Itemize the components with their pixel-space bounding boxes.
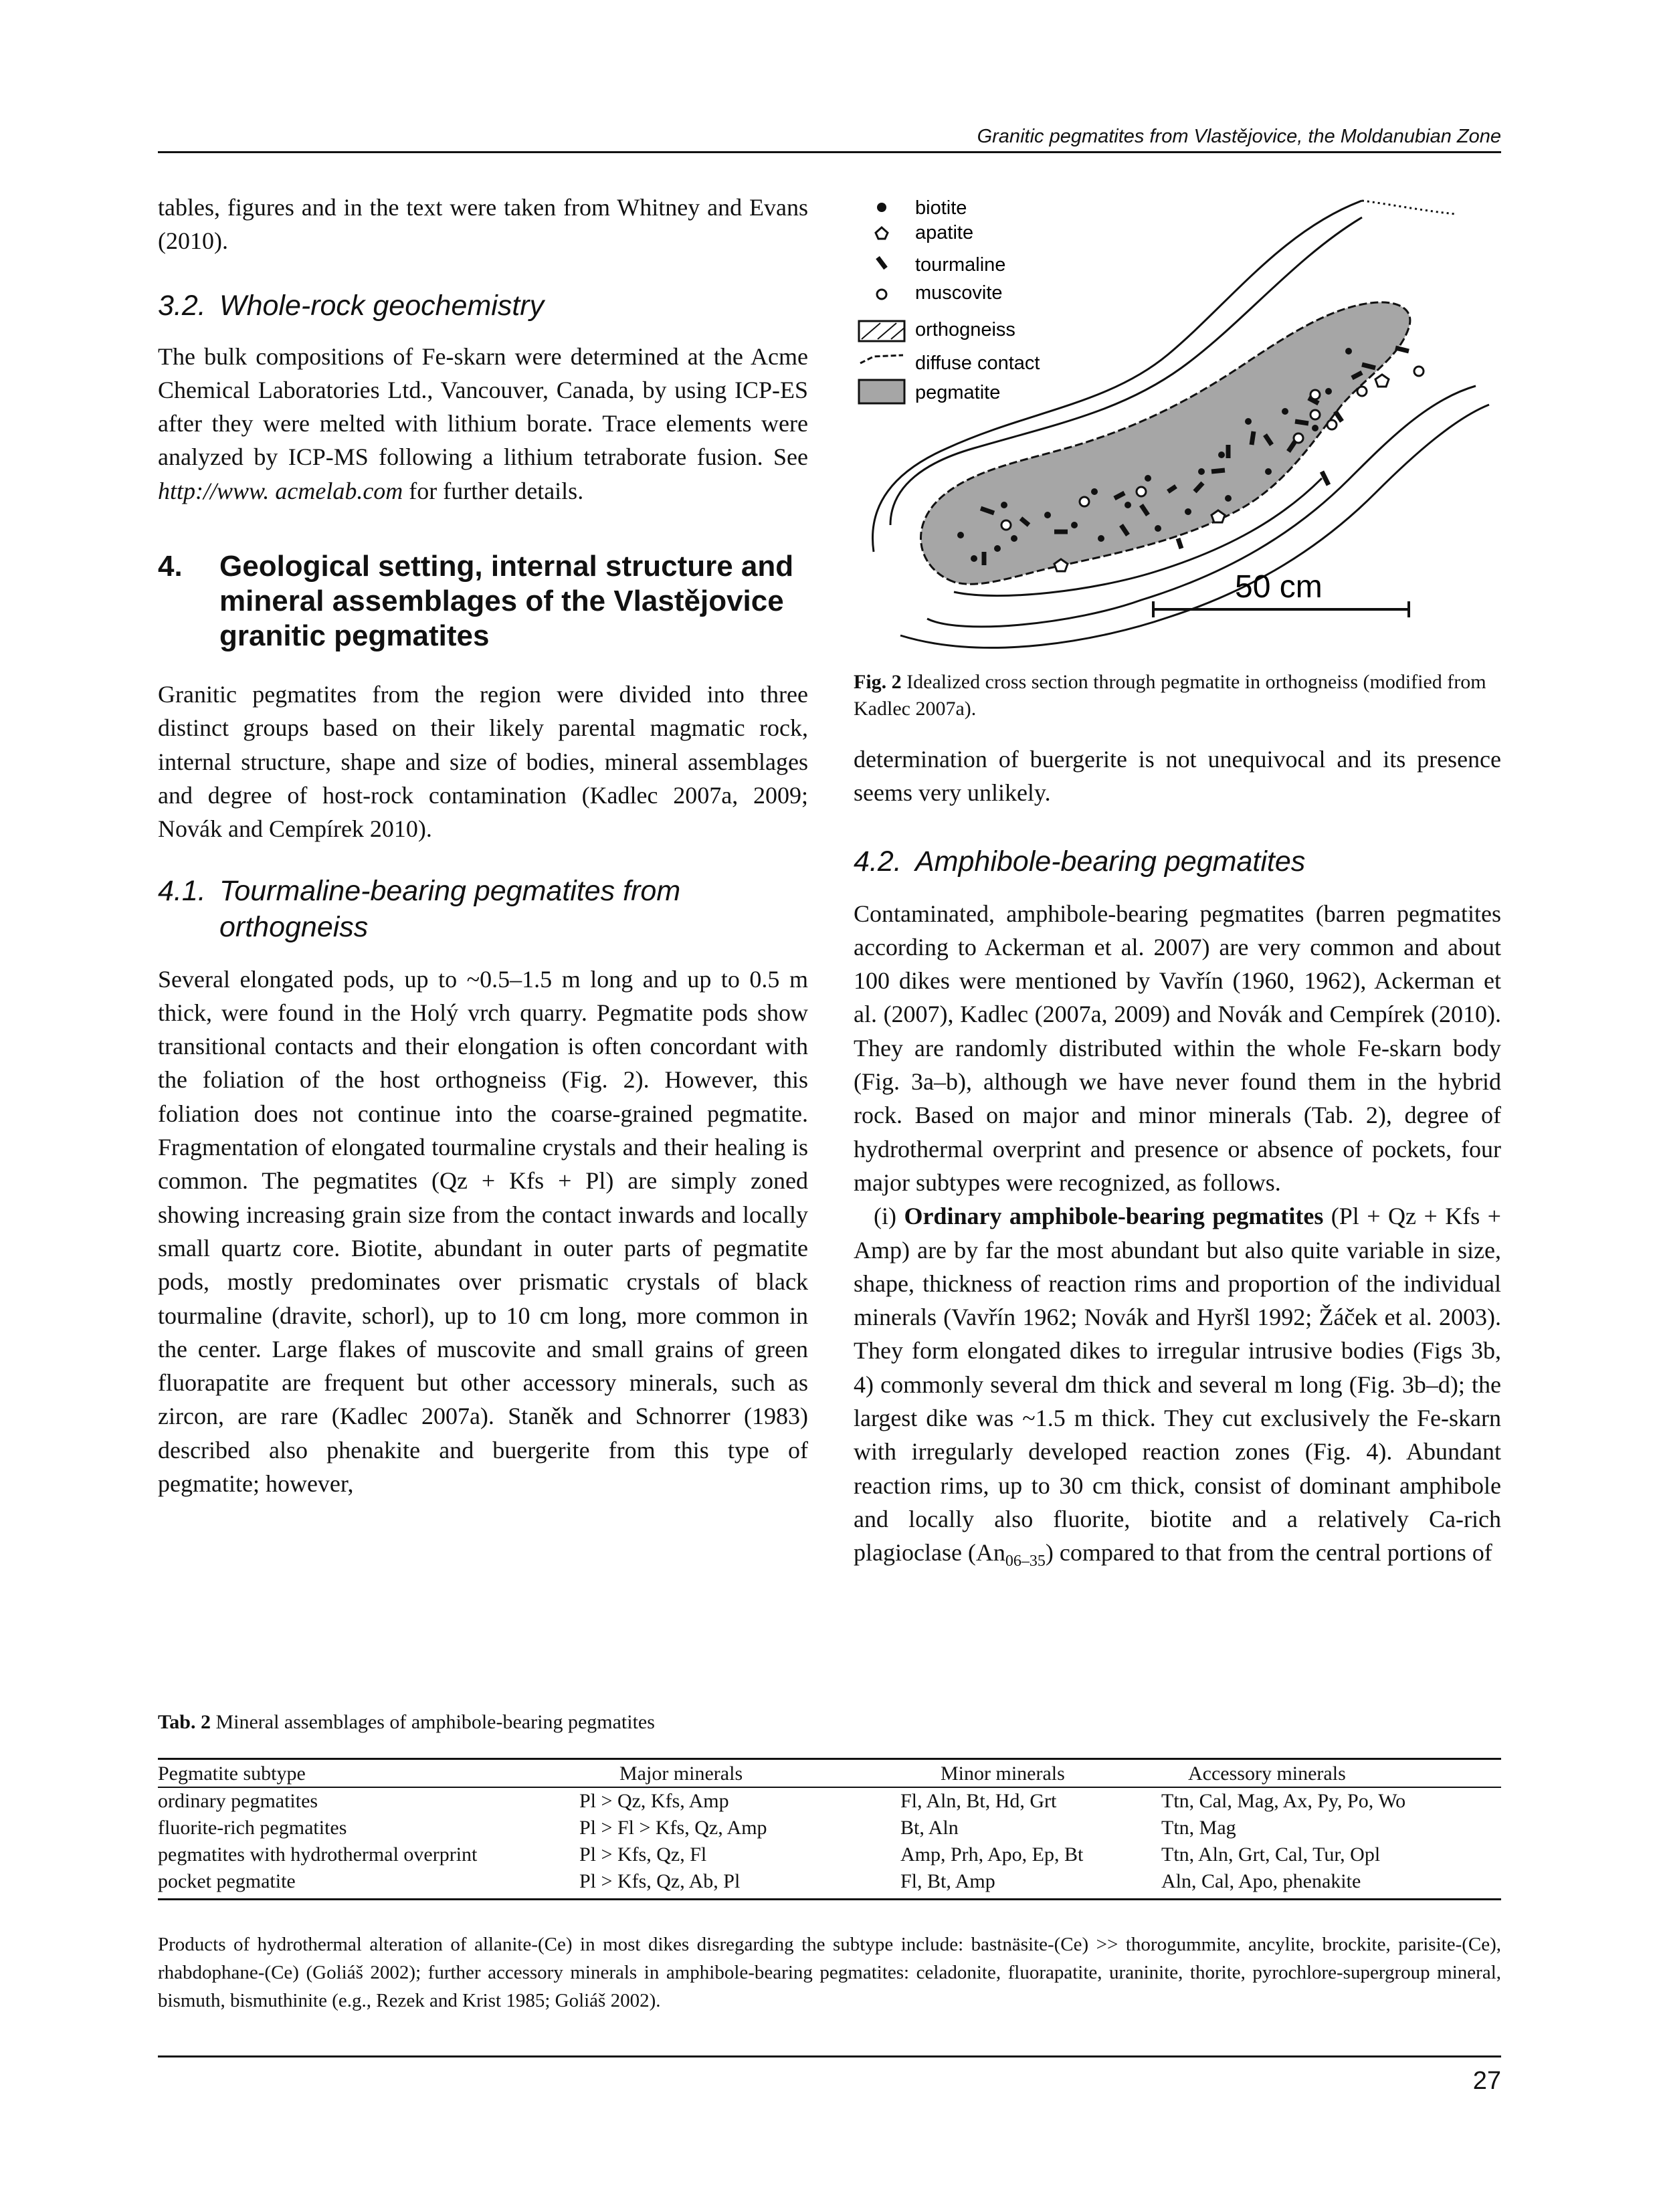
column-header: Accessory minerals — [1161, 1759, 1501, 1788]
subscript: 06–35 — [1005, 1552, 1046, 1571]
table-cell: Ttn, Cal, Mag, Ax, Py, Po, Wo — [1161, 1790, 1406, 1812]
muscovite-legend-symbol — [877, 290, 886, 299]
apatite-legend-symbol — [876, 227, 888, 239]
legend-label-apatite: apatite — [915, 222, 974, 243]
section-number: 4.1. — [158, 874, 206, 907]
section-heading-4-1 — [158, 873, 808, 945]
table-row — [158, 1787, 1501, 1815]
section-heading-4-2 — [854, 843, 1501, 880]
table-cell: Pl > Qz, Kfs, Amp — [579, 1790, 729, 1812]
acmelab-link[interactable]: http://www. acmelab.com — [158, 477, 403, 504]
table-label: Tab. 2 — [158, 1711, 211, 1733]
section-title: Geological setting, internal structure and mineral assemblages of the Vlastějovice granitic pegmatites — [219, 550, 794, 653]
paragraph-text: (Pl + Qz + Kfs + Amp) are by far the most abundant but also quite variable in size, shape, thickness of reaction rims and proportion of the individual minerals (Vavřín 1962; Novák and Hyršl 1992; Žáček et al. 2003). They form elongated dikes to irregular intrusive bodies (Figs 3b, 4) commonly several dm thick and several m long (Fig. 3b–d); the largest dike was ~1.5 m thick. They cut exclusively the Fe-skarn with irregularly developed reaction zones (Fig. 4). Abundant reaction rims, up to 30 cm thick, consist of dominant amphibole and locally also fluorite, biotite and a relatively Ca-rich plagioclase (An — [854, 1203, 1501, 1567]
table-row — [158, 1841, 1501, 1868]
legend-label-orthogneiss: orthogneiss — [915, 319, 1015, 340]
legend-label-muscovite: muscovite — [915, 282, 1003, 304]
mineral-assemblages-table — [158, 1758, 1501, 1900]
table-cell: pegmatites with hydrothermal overprint — [158, 1843, 478, 1866]
section-heading-4 — [158, 549, 808, 653]
table-caption-text: Mineral assemblages of amphibole-bearing pegmatites — [210, 1711, 655, 1733]
figure-legend — [859, 197, 1040, 403]
legend-label-biotite: biotite — [915, 197, 967, 219]
table-footnote: Products of hydrothermal alteration of allanite-(Ce) in most dikes disregarding the subtype include: bastnäsite-(Ce) >> thorogummite, ancylite, brockite, parisite-(Ce), rhabdophane-(Ce) (Goliáš 2002); further accessory minerals in amphibole-bearing pegmatites: celadonite, fluorapatite, uraninite, thorite, pyrochlore-supergroup mineral, bismuth, bismuthinite (e.g., Rezek and Krist 1985; Goliáš 2002). — [158, 1934, 1501, 2011]
diffuse-contact-legend-symbol — [860, 355, 903, 363]
paragraph-tourmaline-pegmatites: Several elongated pods, up to ~0.5–1.5 m long and up to 0.5 m thick, were found in the Holý vrch quarry. Pegmatite pods show transitional contacts and their elongation is often concordant with the foliation of the host orthogneiss (Fig. 2). However, this foliation does not continue into the coarse-grained pegmatite. Fragmentation of elongated tourmaline crystals and their healing is common. The pegmatites (Qz + Kfs + Pl) are simply zoned showing increasing grain size from the contact inwards and locally small quartz core. Biotite, abundant in outer parts of pegmatite pods, mostly predominates over prismatic crystals of black tourmaline (dravite, schorl), up to 10 cm long, more common in the center. Large flakes of muscovite and small grains of green fluorapatite are frequent but other accessory minerals, such as zircon, are rare (Kadlec 2007a). Staněk and Schnorrer (1983) described also phenakite and buergerite from this type of pegmatite; however, — [158, 965, 808, 1498]
figure-label: Fig. 2 — [854, 671, 902, 693]
table-cell: Ttn, Aln, Grt, Cal, Tur, Opl — [1161, 1843, 1381, 1866]
table-cell: Pl > Kfs, Qz, Fl — [579, 1843, 707, 1866]
section-number: 4.2. — [854, 845, 902, 878]
paragraph-amphibole-pegmatites: Contaminated, amphibole-bearing pegmatites (barren pegmatites according to Ackerman et al. 2007) are very common and about 100 dikes were mentioned by Vavřín (1960, 1962), Ackerman et al. (2007), Kadlec (2007a, 2009) and Novák and Cempírek (2010). They are randomly distributed within the whole Fe-skarn body (Fig. 3a–b), although we have never found them in the hybrid rock. Based on major and minor minerals (Tab. 2), degree of hydrothermal overprint and presence or absence of pockets, four major subtypes were recognized, as follows. — [854, 900, 1501, 1196]
tourmaline-legend-symbol — [878, 258, 886, 268]
paragraph-pegmatite-groups: Granitic pegmatites from the region were divided into three distinct groups based on their likely parental magmatic rock, internal structure, shape and size of bodies, mineral assemblages and degree of host-rock contamination (Kadlec 2007a, 2009; Novák and Cempírek 2010). — [158, 681, 808, 843]
section-title: Amphibole-bearing pegmatites — [915, 845, 1306, 878]
pegmatite-legend-swatch — [859, 380, 904, 403]
paragraph-text: for further details. — [403, 477, 584, 504]
table-caption — [158, 1711, 655, 1734]
paragraph-buergerite: determination of buergerite is not unequivocal and its presence seems very unlikely. — [854, 746, 1501, 807]
section-number: 4. — [158, 550, 183, 583]
biotite-legend-symbol — [877, 203, 886, 212]
paragraph-intro-continued: tables, figures and in the text were taken from Whitney and Evans (2010). — [158, 194, 808, 255]
table-header-row — [158, 1759, 1501, 1788]
figure-caption-text: Idealized cross section through pegmatite in orthogneiss (modified from Kadlec 2007a). — [854, 671, 1486, 720]
footer-rule — [158, 2055, 1501, 2057]
paragraph-text: ) compared to that from the central portions of — [1045, 1539, 1492, 1567]
orthogneiss-legend-swatch — [859, 321, 904, 341]
table-cell: Aln, Cal, Apo, phenakite — [1161, 1868, 1501, 1900]
scale-bar — [1153, 569, 1409, 617]
table-cell: Amp, Prh, Apo, Ep, Bt — [900, 1843, 1084, 1866]
legend-label-pegmatite: pegmatite — [915, 382, 1001, 403]
paragraph-text: The bulk compositions of Fe-skarn were determined at the Acme Chemical Laboratories Ltd., Vancouver, Canada, by using ICP-ES after they were melted with lithium borate. Trace elements were analyzed by ICP-MS following a lithium tetraborate fusion. See — [158, 342, 808, 471]
scale-bar-label: 50 cm — [1235, 569, 1323, 605]
section-title: Whole-rock geochemistry — [219, 289, 545, 322]
section-title: Tourmaline-bearing pegmatites from orthogneiss — [219, 874, 681, 943]
table-cell: Fl, Bt, Amp — [900, 1868, 1161, 1900]
figure-2 — [854, 191, 1501, 659]
section-number: 3.2. — [158, 289, 206, 322]
paragraph-geochemistry — [158, 340, 808, 508]
term-ordinary-amphibole-pegmatites: Ordinary amphibole-bearing pegmatites — [904, 1203, 1324, 1230]
table-cell: Bt, Aln — [900, 1817, 959, 1839]
paragraph-text: (i) — [874, 1203, 904, 1230]
right-column — [854, 742, 1501, 1579]
column-header: Pegmatite subtype — [158, 1759, 579, 1788]
legend-label-diffuse-contact: diffuse contact — [915, 353, 1040, 374]
running-header — [158, 122, 1501, 153]
table-row — [158, 1815, 1501, 1841]
paragraph-ordinary-pegmatites — [854, 1199, 1501, 1578]
table-cell: Ttn, Mag — [1161, 1817, 1236, 1839]
table-cell: ordinary pegmatites — [158, 1790, 318, 1812]
column-header: Major minerals — [579, 1759, 900, 1788]
table-cell: Pl > Kfs, Qz, Ab, Pl — [579, 1868, 900, 1900]
cross-section-diagram — [854, 191, 1501, 659]
table-row — [158, 1868, 1501, 1900]
left-column — [158, 191, 808, 1500]
table-cell: Pl > Fl > Kfs, Qz, Amp — [579, 1817, 767, 1839]
legend-label-tourmaline: tourmaline — [915, 254, 1006, 276]
page-number: 27 — [1472, 2067, 1501, 2095]
running-title: Granitic pegmatites from Vlastějovice, the Moldanubian Zone — [977, 126, 1501, 147]
table-cell: Fl, Aln, Bt, Hd, Grt — [900, 1790, 1057, 1812]
section-heading-3-2 — [158, 288, 808, 324]
table-cell: fluorite-rich pegmatites — [158, 1817, 347, 1839]
figure-caption — [854, 669, 1501, 722]
table-cell: pocket pegmatite — [158, 1868, 579, 1900]
column-header: Minor minerals — [900, 1759, 1161, 1788]
